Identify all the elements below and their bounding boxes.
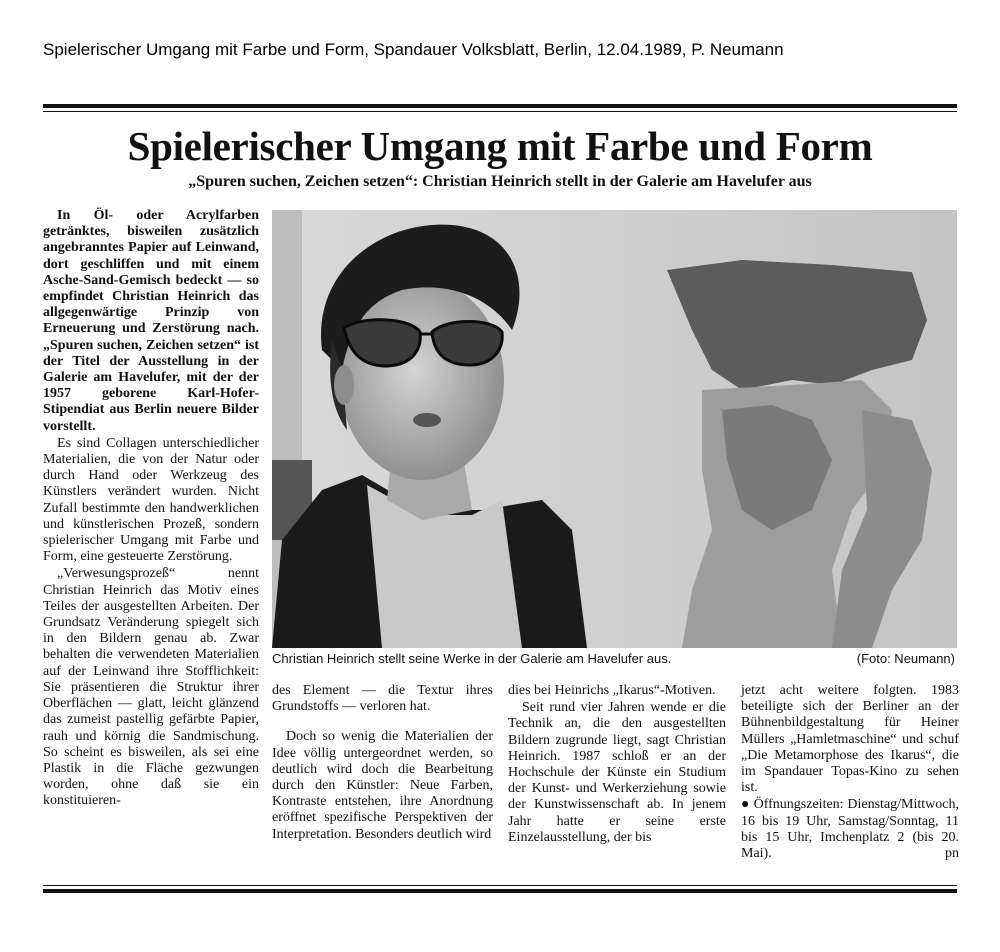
article-paragraph: Es sind Collagen unterschiedlicher Materialien, die von der Natur oder durch Hand oder Werkzeug des Künstlers verändert wurden. Nicht Zufall bestimmte den handwerklichen und künstlerischen Prozeß, sondern spielerischer Umgang mit Farbe und Form, eine gesteuerte Zerstörung. <box>43 435 259 565</box>
photo-caption <box>272 651 957 666</box>
portrait-photo-illustration <box>272 210 957 648</box>
article-paragraph: „Verwesungsprozeß“ nennt Christian Heinrich das Motiv eines Teiles der ausgestellten Arbeiten. Der Grundsatz Veränderung spiegelt sich in den Bildern genau ab. Zwar behalten die verwendeten Materialien auf der Leinwand ihre Stofflichkeit: Sie präsentieren die Struktur ihrer Oberflächen — glatt, leicht glänzend das zumeist pastellig gefärbte Papier, rauh und körnig die Sandmischung. So scheint es bisweilen, als sei eine Plastik in die Fläche gezwungen worden, ohne daß sie ein konstituieren- <box>43 566 259 809</box>
article-lead-paragraph: In Öl- oder Acrylfarben getränktes, bisweilen zusätzlich angebranntes Papier auf Leinwand, dort geschliffen und mit einem Asche-Sand-Gemisch bedeckt — so empfindet Christian Heinrich das allgegenwärtige Prinzip von Erneuerung und Zerstörung nach. „Spuren suchen, Zeichen setzen“ ist der Titel der Ausstellung in der Galerie am Havelufer, mit der der 1957 geborene Karl-Hofer-Stipendiat aus Berlin neuere Bilder vorstellt. <box>43 208 259 434</box>
article-paragraph: jetzt acht weitere folgten. 1983 beteiligte sich der Berliner an der Bühnenbildgestaltung für Heiner Müllers „Hamletmaschine“ und schuf „Die Metamorphose des Ikarus“, die im Spandauer Topas-Kino zu sehen ist. <box>741 683 959 796</box>
article-column-4 <box>741 683 959 863</box>
article-subheadline: „Spuren suchen, Zeichen setzen“: Christian Heinrich stellt in der Galerie am Havelufer aus <box>188 173 812 190</box>
article-paragraph: Doch so wenig die Materialien der Idee völlig untergeordnet werden, so deutlich wird doch die Bearbeitung durch den Künstler: Neue Farben, Kontraste entstehen, ihre Anordnung eröffnet spezifische Perspektiven der Interpretation. Besonders deutlich wird <box>272 729 493 842</box>
article-column-3 <box>508 683 726 847</box>
article-paragraph: des Element — die Textur ihres Grundstoffs — verloren hat. <box>272 683 493 715</box>
article-column-1 <box>43 208 259 811</box>
article-photo <box>272 210 957 648</box>
bottom-rule-thin <box>43 885 957 886</box>
document-source-caption: Spielerischer Umgang mit Farbe und Form, Spandauer Volksblatt, Berlin, 12.04.1989, P. Neumann <box>43 40 784 59</box>
top-rule-thin <box>43 111 957 112</box>
opening-hours-note <box>741 797 959 862</box>
bottom-rule-thick <box>43 889 957 893</box>
article-paragraph: dies bei Heinrichs „Ikarus“-Motiven. <box>508 683 716 698</box>
article-headline: Spielerischer Umgang mit Farbe und Form <box>127 123 873 169</box>
article-paragraph: Seit rund vier Jahren wende er die Technik an, die den ausgestellten Bildern zugrunde liegt, sagt Christian Heinrich. 1987 schloß er an der Hochschule der Künste ein Studium der Kunst- und Werkerziehung sowie der Kunstwissenschaft ab. In jenem Jahr hatte er seine erste Einzelausstellung, der bis <box>508 700 726 845</box>
photo-credit: (Foto: Neumann) <box>856 651 955 666</box>
opening-hours-text: ● Öffnungszeiten: Dienstag/Mittwoch, 16 bis 19 Uhr, Samstag/Sonntag, 11 bis 15 Uhr, Imchenplatz 2 (bis 20. Mai). <box>741 797 959 862</box>
photo-caption-text: Christian Heinrich stellt seine Werke in der Galerie am Havelufer aus. <box>272 651 672 666</box>
article-column-2 <box>272 683 493 844</box>
top-rule-thick <box>43 104 957 108</box>
author-signature: pn <box>945 846 959 862</box>
